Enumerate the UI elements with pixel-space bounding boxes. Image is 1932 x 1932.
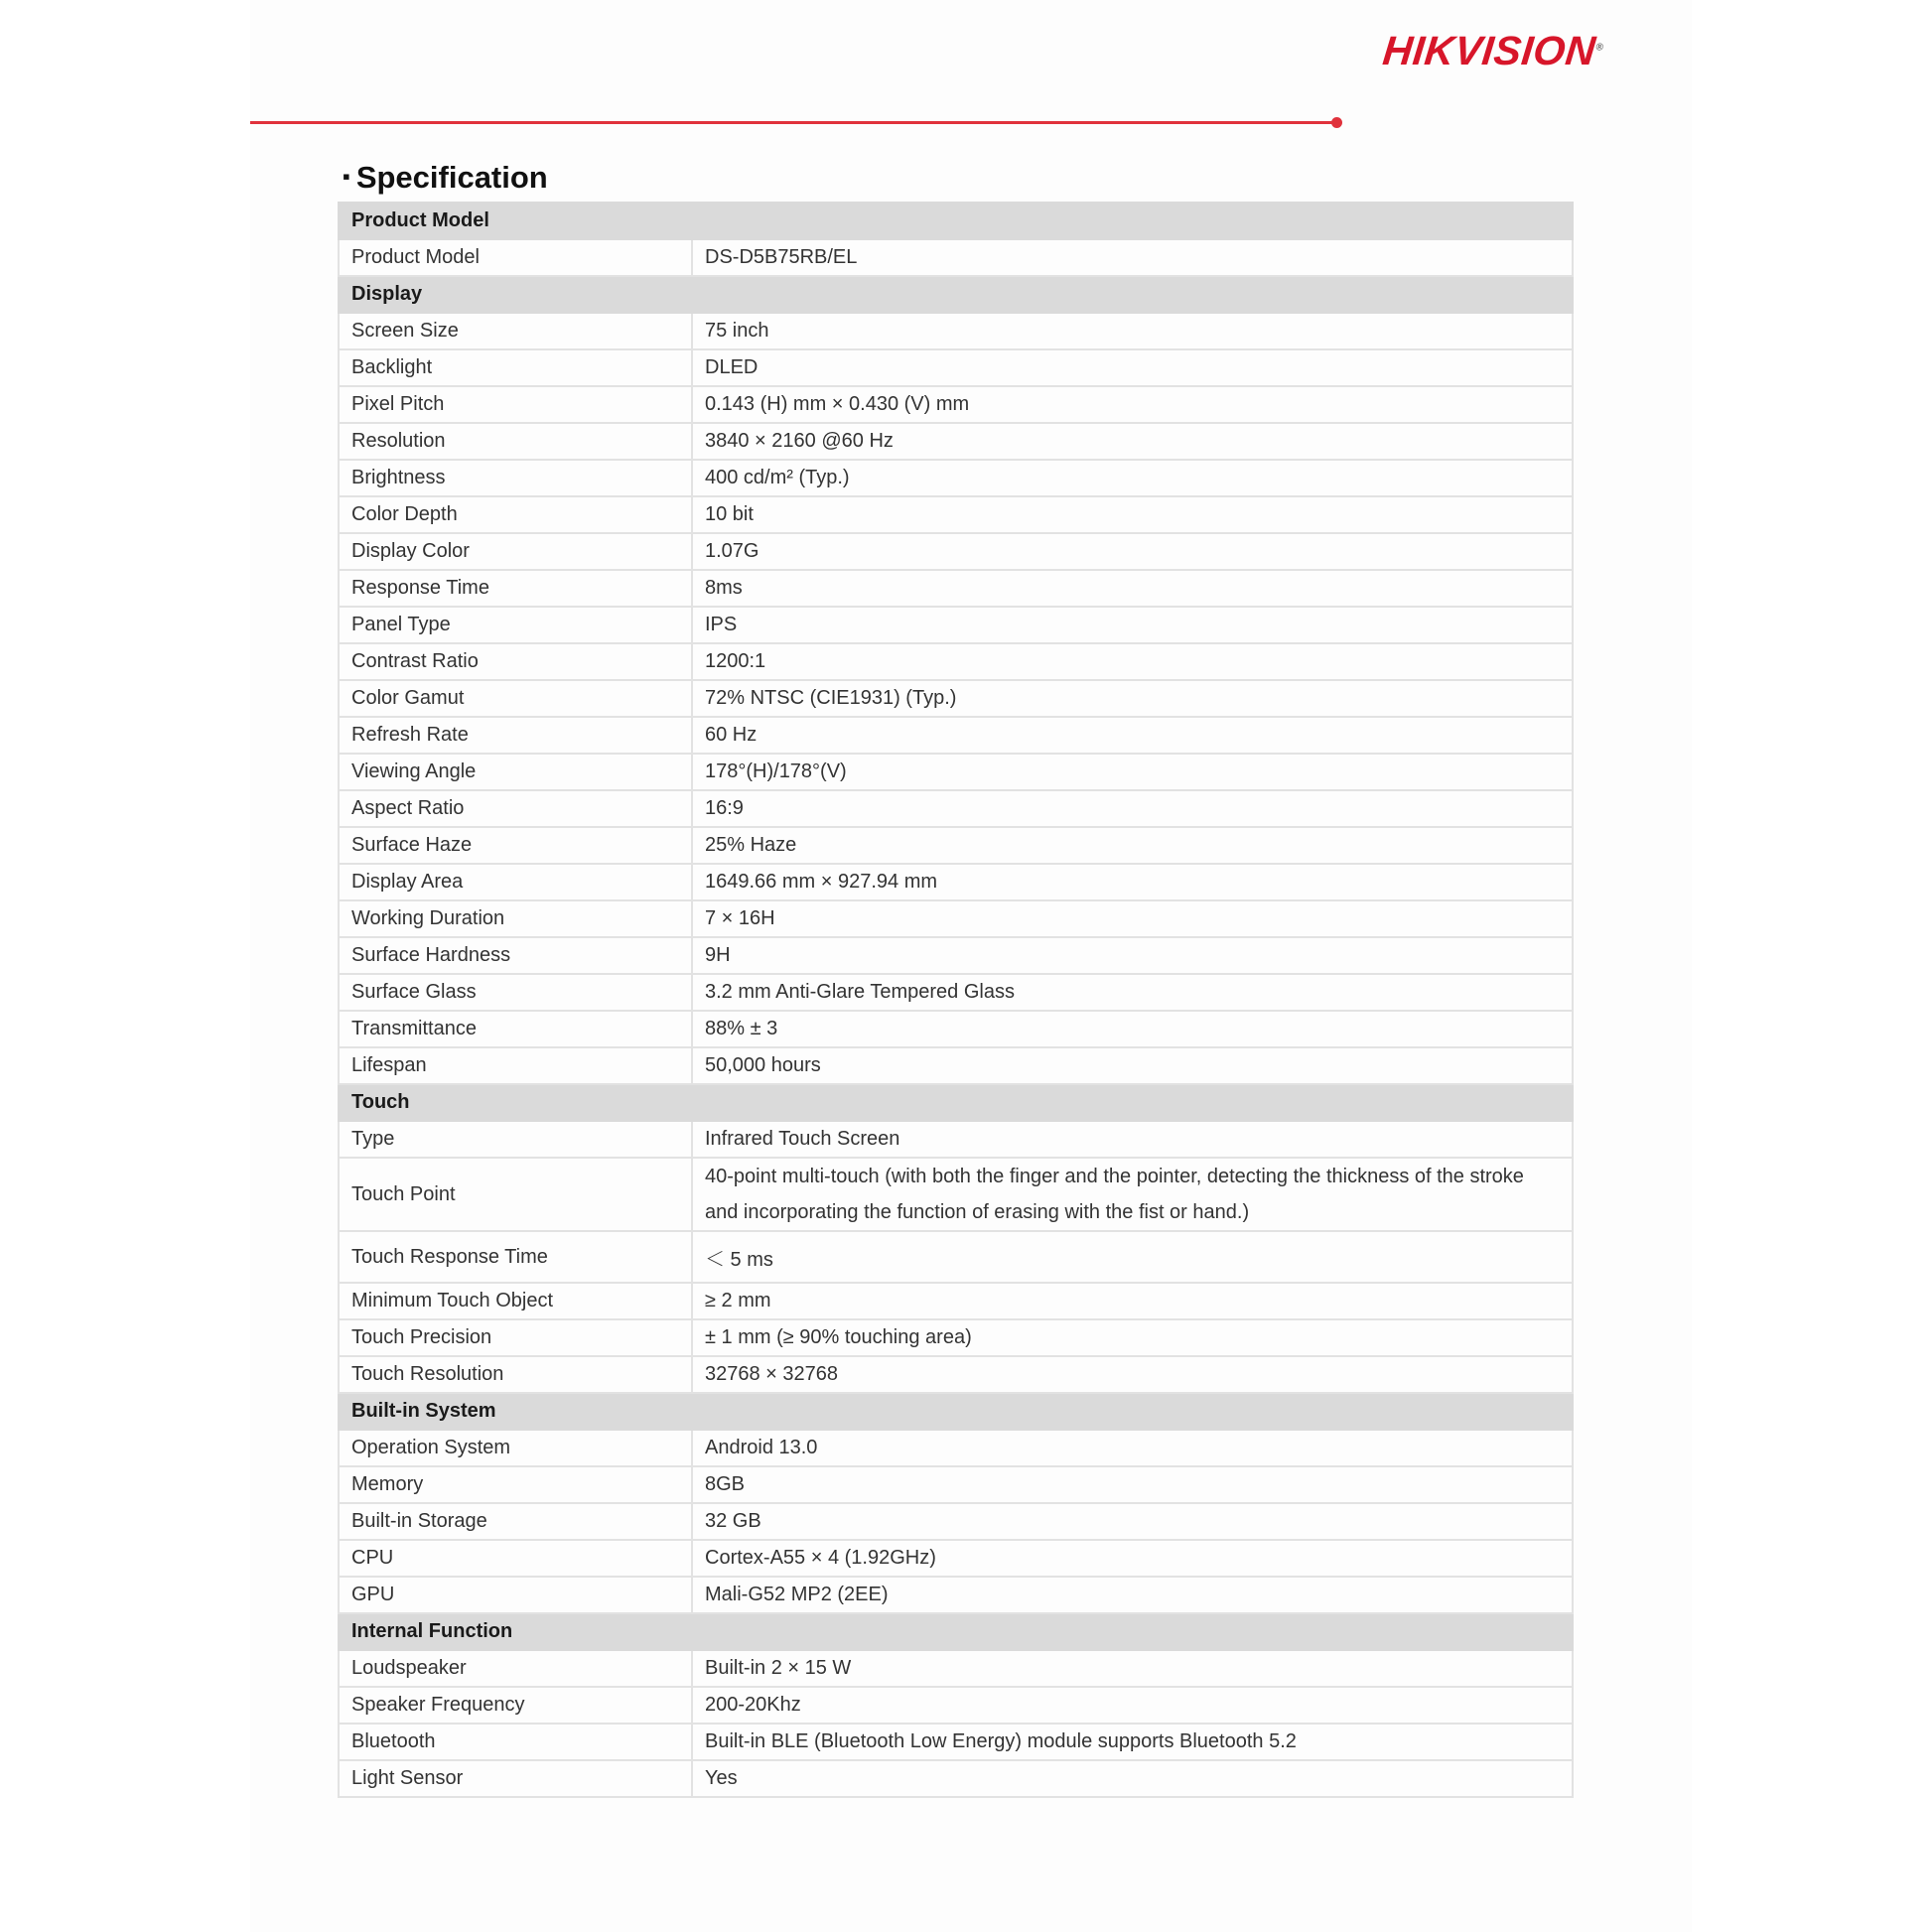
group-header-filler xyxy=(692,1084,1573,1121)
spec-value: 88% ± 3 xyxy=(692,1011,1573,1047)
spec-label: Pixel Pitch xyxy=(339,386,692,423)
spec-row xyxy=(339,533,1573,570)
spec-label: Panel Type xyxy=(339,607,692,643)
specification-table xyxy=(338,202,1574,1798)
spec-value: ＜ 5 ms xyxy=(692,1231,1573,1283)
spec-value: 9H xyxy=(692,937,1573,974)
spec-row xyxy=(339,1503,1573,1540)
spec-label: Touch Point xyxy=(339,1158,692,1231)
group-header-row xyxy=(339,1393,1573,1430)
spec-label: Touch Precision xyxy=(339,1319,692,1356)
spec-row xyxy=(339,1760,1573,1797)
spec-value: 75 inch xyxy=(692,313,1573,349)
spec-label: Viewing Angle xyxy=(339,754,692,790)
group-header-label: Touch xyxy=(339,1084,692,1121)
spec-row xyxy=(339,313,1573,349)
spec-value: 16:9 xyxy=(692,790,1573,827)
header-rule-dot xyxy=(1331,117,1342,128)
spec-value: 400 cd/m² (Typ.) xyxy=(692,460,1573,496)
spec-label: Touch Response Time xyxy=(339,1231,692,1283)
spec-value: IPS xyxy=(692,607,1573,643)
spec-row xyxy=(339,790,1573,827)
spec-label: CPU xyxy=(339,1540,692,1577)
spec-value: Cortex-A55 × 4 (1.92GHz) xyxy=(692,1540,1573,1577)
spec-label: Memory xyxy=(339,1466,692,1503)
specification-table-body xyxy=(339,203,1573,1797)
spec-label: Minimum Touch Object xyxy=(339,1283,692,1319)
spec-value: 1.07G xyxy=(692,533,1573,570)
title-bullet: ▪ xyxy=(343,164,350,189)
spec-row xyxy=(339,1430,1573,1466)
spec-value: Mali-G52 MP2 (2EE) xyxy=(692,1577,1573,1613)
title-text: Specification xyxy=(355,160,548,195)
spec-value: 8GB xyxy=(692,1466,1573,1503)
spec-label: Surface Haze xyxy=(339,827,692,864)
spec-value: ≥ 2 mm xyxy=(692,1283,1573,1319)
spec-label: Surface Glass xyxy=(339,974,692,1011)
spec-value: 8ms xyxy=(692,570,1573,607)
spec-value: Android 13.0 xyxy=(692,1430,1573,1466)
spec-label: Operation System xyxy=(339,1430,692,1466)
spec-row xyxy=(339,1231,1573,1283)
spec-value: 0.143 (H) mm × 0.430 (V) mm xyxy=(692,386,1573,423)
spec-label: Light Sensor xyxy=(339,1760,692,1797)
spec-value: ± 1 mm (≥ 90% touching area) xyxy=(692,1319,1573,1356)
spec-value: DS-D5B75RB/EL xyxy=(692,239,1573,276)
spec-row xyxy=(339,1687,1573,1724)
header-rule xyxy=(250,121,1334,124)
spec-row xyxy=(339,754,1573,790)
spec-row xyxy=(339,1540,1573,1577)
spec-label: Touch Resolution xyxy=(339,1356,692,1393)
spec-row xyxy=(339,937,1573,974)
spec-label: Contrast Ratio xyxy=(339,643,692,680)
spec-row xyxy=(339,717,1573,754)
group-header-label: Built-in System xyxy=(339,1393,692,1430)
spec-label: Type xyxy=(339,1121,692,1158)
spec-value: 200-20Khz xyxy=(692,1687,1573,1724)
spec-row xyxy=(339,1319,1573,1356)
spec-label: Display Color xyxy=(339,533,692,570)
group-header-label: Internal Function xyxy=(339,1613,692,1650)
group-header-filler xyxy=(692,276,1573,313)
spec-value: Built-in BLE (Bluetooth Low Energy) module supports Bluetooth 5.2 xyxy=(692,1724,1573,1760)
group-header-row xyxy=(339,1613,1573,1650)
spec-value: 72% NTSC (CIE1931) (Typ.) xyxy=(692,680,1573,717)
spec-row xyxy=(339,496,1573,533)
spec-label: Refresh Rate xyxy=(339,717,692,754)
spec-label: Lifespan xyxy=(339,1047,692,1084)
spec-label: Loudspeaker xyxy=(339,1650,692,1687)
spec-label: Built-in Storage xyxy=(339,1503,692,1540)
spec-row xyxy=(339,974,1573,1011)
spec-value: DLED xyxy=(692,349,1573,386)
spec-row xyxy=(339,900,1573,937)
spec-label: Display Area xyxy=(339,864,692,900)
spec-label: Working Duration xyxy=(339,900,692,937)
spec-label: Product Model xyxy=(339,239,692,276)
group-header-row xyxy=(339,203,1573,239)
spec-row xyxy=(339,1283,1573,1319)
spec-row xyxy=(339,1650,1573,1687)
spec-value: Yes xyxy=(692,1760,1573,1797)
spec-row xyxy=(339,1724,1573,1760)
spec-row xyxy=(339,349,1573,386)
spec-row xyxy=(339,1356,1573,1393)
spec-row xyxy=(339,827,1573,864)
spec-value: Built-in 2 × 15 W xyxy=(692,1650,1573,1687)
spec-label: Color Depth xyxy=(339,496,692,533)
spec-value: 10 bit xyxy=(692,496,1573,533)
section-title xyxy=(343,160,548,196)
hikvision-logo xyxy=(1381,28,1606,74)
logo-text: HIKVISION xyxy=(1380,28,1598,73)
spec-label: Response Time xyxy=(339,570,692,607)
spec-label: GPU xyxy=(339,1577,692,1613)
group-header-label: Product Model xyxy=(339,203,692,239)
spec-value: 50,000 hours xyxy=(692,1047,1573,1084)
spec-value: 32 GB xyxy=(692,1503,1573,1540)
spec-row xyxy=(339,864,1573,900)
spec-row xyxy=(339,680,1573,717)
spec-row xyxy=(339,1047,1573,1084)
spec-value: 40-point multi-touch (with both the finger and the pointer, detecting the thickness of the stroke and incorporating the function of erasing with the fist or hand.) xyxy=(692,1158,1573,1231)
spec-label: Speaker Frequency xyxy=(339,1687,692,1724)
spec-label: Brightness xyxy=(339,460,692,496)
spec-value: 178°(H)/178°(V) xyxy=(692,754,1573,790)
spec-value: 32768 × 32768 xyxy=(692,1356,1573,1393)
spec-row xyxy=(339,239,1573,276)
spec-value: Infrared Touch Screen xyxy=(692,1121,1573,1158)
group-header-filler xyxy=(692,1393,1573,1430)
spec-row xyxy=(339,1577,1573,1613)
spec-row xyxy=(339,423,1573,460)
spec-value: 1649.66 mm × 927.94 mm xyxy=(692,864,1573,900)
spec-row xyxy=(339,460,1573,496)
spec-value: 7 × 16H xyxy=(692,900,1573,937)
spec-row xyxy=(339,1011,1573,1047)
spec-label: Resolution xyxy=(339,423,692,460)
spec-label: Color Gamut xyxy=(339,680,692,717)
spec-value: 60 Hz xyxy=(692,717,1573,754)
spec-label: Aspect Ratio xyxy=(339,790,692,827)
spec-row xyxy=(339,1158,1573,1231)
spec-row xyxy=(339,1466,1573,1503)
spec-label: Transmittance xyxy=(339,1011,692,1047)
spec-label: Backlight xyxy=(339,349,692,386)
spec-label: Screen Size xyxy=(339,313,692,349)
spec-label: Bluetooth xyxy=(339,1724,692,1760)
spec-row xyxy=(339,1121,1573,1158)
spec-value: 25% Haze xyxy=(692,827,1573,864)
group-header-filler xyxy=(692,203,1573,239)
group-header-label: Display xyxy=(339,276,692,313)
spec-row xyxy=(339,643,1573,680)
spec-label: Surface Hardness xyxy=(339,937,692,974)
registered-mark: ® xyxy=(1594,42,1604,54)
spec-value: 3.2 mm Anti-Glare Tempered Glass xyxy=(692,974,1573,1011)
spec-value: 3840 × 2160 @60 Hz xyxy=(692,423,1573,460)
spec-row xyxy=(339,570,1573,607)
group-header-row xyxy=(339,1084,1573,1121)
spec-row xyxy=(339,386,1573,423)
spec-row xyxy=(339,607,1573,643)
group-header-row xyxy=(339,276,1573,313)
group-header-filler xyxy=(692,1613,1573,1650)
spec-value: 1200:1 xyxy=(692,643,1573,680)
